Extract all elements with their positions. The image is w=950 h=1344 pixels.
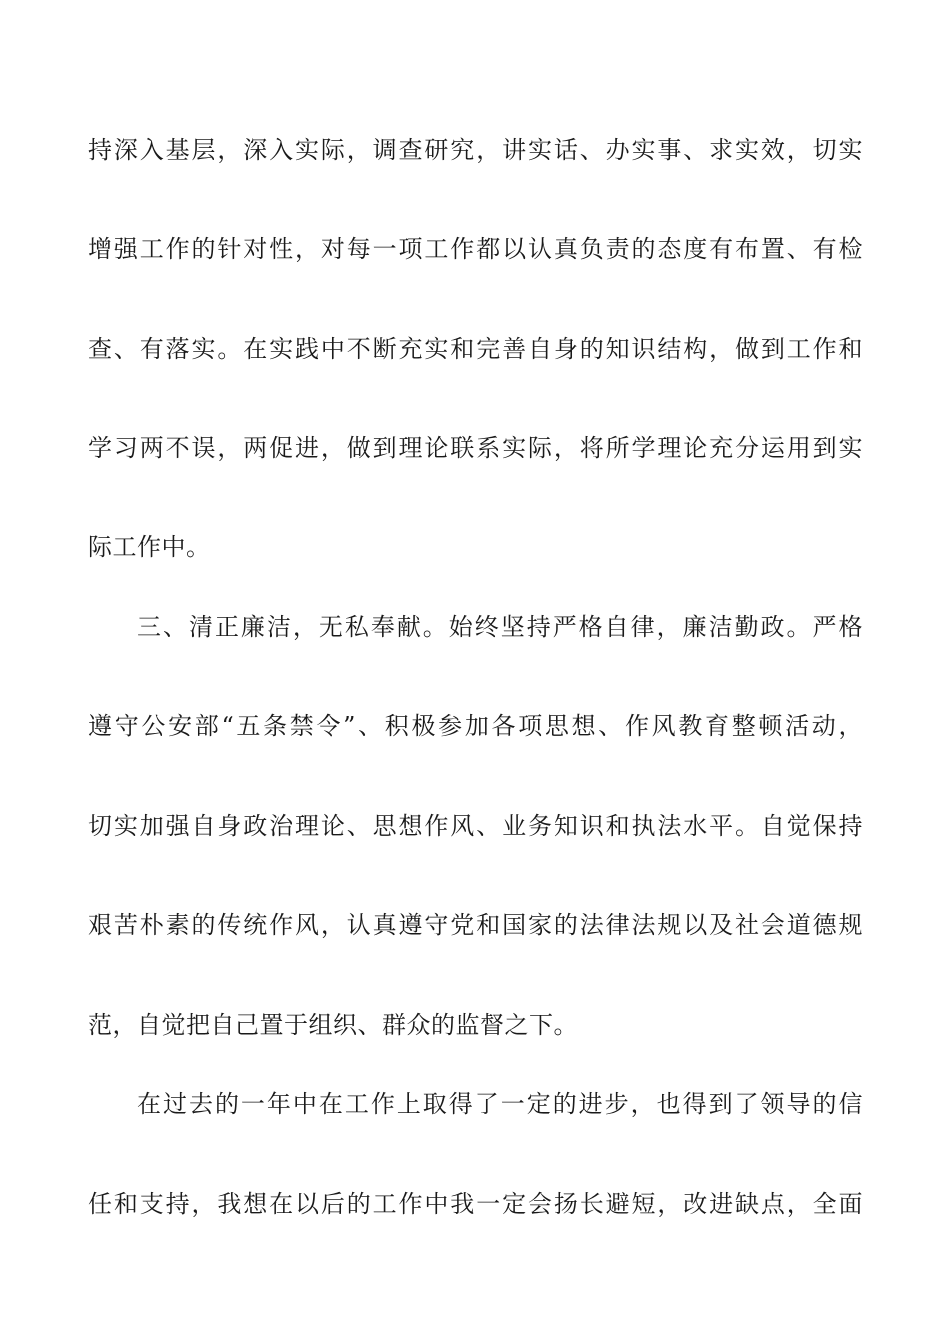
paragraph-start-line: 三、清正廉洁，无私奉献。始终坚持严格自律，廉洁勤政。严格 <box>137 613 863 641</box>
text-line: 遵守公安部“五条禁令”、积极参加各项思想、作风教育整顿活动， <box>88 712 863 740</box>
paragraph-start-line: 在过去的一年中在工作上取得了一定的进步，也得到了领导的信 <box>137 1090 863 1118</box>
text-line: 任和支持，我想在以后的工作中我一定会扬长避短，改进缺点，全面 <box>88 1190 863 1218</box>
text-line: 学习两不误，两促进，做到理论联系实际，将所学理论充分运用到实 <box>88 434 863 462</box>
text-line: 际工作中。 <box>88 533 211 561</box>
text-line: 范，自觉把自己置于组织、群众的监督之下。 <box>88 1011 578 1039</box>
text-line: 持深入基层，深入实际，调查研究，讲实话、办实事、求实效，切实 <box>88 136 863 164</box>
text-line: 查、有落实。在实践中不断充实和完善自身的知识结构，做到工作和 <box>88 335 863 363</box>
text-line: 艰苦朴素的传统作风，认真遵守党和国家的法律法规以及社会道德规 <box>88 911 863 939</box>
text-line: 增强工作的针对性，对每一项工作都以认真负责的态度有布置、有检 <box>88 235 863 263</box>
text-line: 切实加强自身政治理论、思想作风、业务知识和执法水平。自觉保持 <box>88 812 863 840</box>
